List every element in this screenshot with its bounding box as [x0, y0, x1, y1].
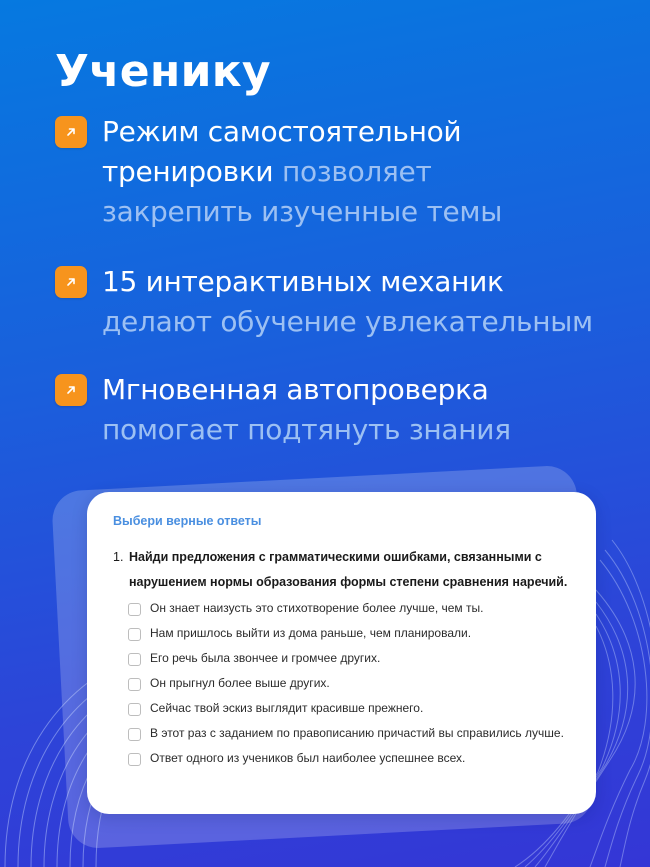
answer-option[interactable] — [128, 601, 570, 616]
feature-text — [102, 370, 511, 450]
checkbox[interactable] — [128, 653, 141, 666]
feature-text — [102, 262, 593, 342]
quiz-instruction: Выбери верные ответы — [113, 514, 262, 528]
feature-self-training — [55, 112, 502, 232]
answer-option[interactable] — [128, 651, 570, 666]
feature-description: помогает подтянуть знания — [102, 413, 511, 446]
option-label: Его речь была звончее и громчее других. — [150, 651, 381, 665]
arrow-up-right-icon — [55, 374, 87, 406]
checkbox[interactable] — [128, 603, 141, 616]
arrow-up-right-icon — [55, 266, 87, 298]
option-label: В этот раз с заданием по правописанию причастий вы справились лучше. — [150, 726, 564, 740]
feature-auto-check — [55, 370, 511, 450]
quiz-question — [113, 545, 570, 595]
option-label: Сейчас твой эскиз выглядит красивше прежнего. — [150, 701, 424, 715]
option-label: Он прыгнул более выше других. — [150, 676, 330, 690]
feature-highlight: 15 интерактивных механик — [102, 265, 504, 298]
checkbox[interactable] — [128, 703, 141, 716]
feature-interactive-mechanics — [55, 262, 593, 342]
checkbox[interactable] — [128, 628, 141, 641]
option-label: Нам пришлось выйти из дома раньше, чем планировали. — [150, 626, 472, 640]
feature-highlight: Режим самостоятельной — [102, 115, 462, 148]
answer-option[interactable] — [128, 751, 570, 766]
checkbox[interactable] — [128, 678, 141, 691]
answer-option[interactable] — [128, 701, 570, 716]
feature-highlight: тренировки — [102, 155, 274, 188]
option-label: Он знает наизусть это стихотворение более лучше, чем ты. — [150, 601, 484, 615]
option-label: Ответ одного из учеников был наиболее успешнее всех. — [150, 751, 466, 765]
answer-options — [113, 601, 570, 766]
feature-highlight: Мгновенная автопроверка — [102, 373, 489, 406]
checkbox[interactable] — [128, 728, 141, 741]
question-number: 1. — [113, 550, 124, 564]
feature-text — [102, 112, 502, 232]
quiz-card — [87, 492, 596, 814]
answer-option[interactable] — [128, 626, 570, 641]
arrow-up-right-icon — [55, 116, 87, 148]
question-text: Найди предложения с грамматическими ошибками, связанными с нарушением нормы образования формы степени сравнения наречий. — [129, 550, 568, 589]
checkbox[interactable] — [128, 753, 141, 766]
feature-description: позволяет — [273, 155, 432, 188]
feature-description: закрепить изученные темы — [102, 195, 503, 228]
feature-description: делают обучение увлекательным — [102, 305, 593, 338]
page-title: Ученику — [55, 46, 271, 97]
answer-option[interactable] — [128, 676, 570, 691]
answer-option[interactable] — [128, 726, 570, 741]
